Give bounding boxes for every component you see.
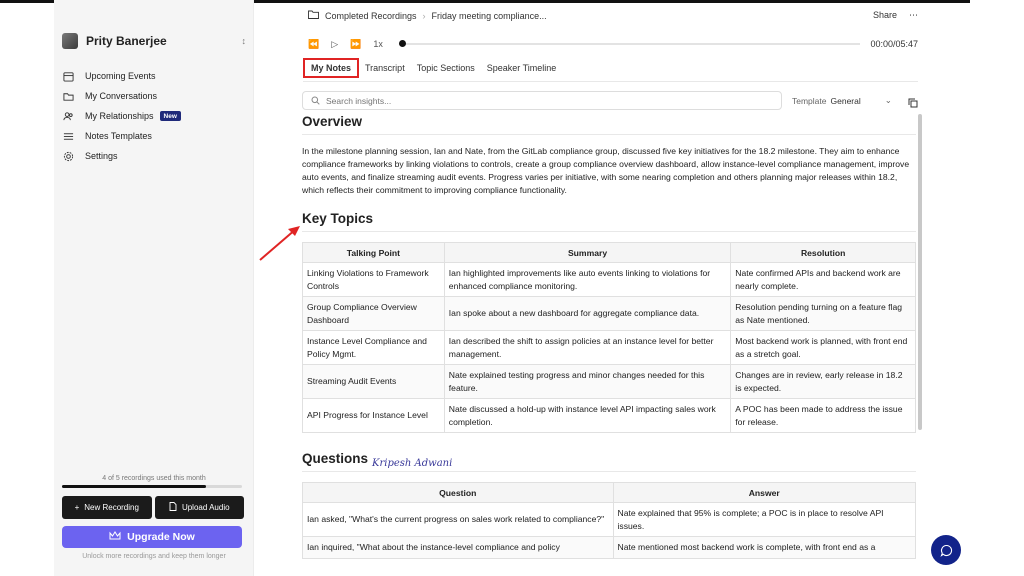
more-options-icon[interactable]: ⋯ — [909, 10, 918, 20]
plus-icon: + — [74, 503, 80, 512]
rewind-button[interactable]: ⏪ — [308, 38, 320, 49]
tab-speaker-timeline[interactable]: Speaker Timeline — [486, 63, 557, 73]
table-cell: Ian spoke about a new dashboard for aggregate compliance data. — [444, 297, 730, 331]
table-cell: Instance Level Compliance and Policy Mgmt. — [303, 331, 445, 365]
template-select[interactable] — [792, 95, 892, 106]
table-cell: Nate discussed a hold-up with instance level API impacting sales work completion. — [444, 399, 730, 433]
table-cell: Streaming Audit Events — [303, 365, 445, 399]
table-cell: API Progress for Instance Level — [303, 399, 445, 433]
copy-icon[interactable] — [908, 95, 918, 113]
user-name: Prity Banerjee — [86, 34, 167, 48]
sidebar-item-label: My Conversations — [85, 91, 158, 101]
chevron-right-icon: › — [422, 10, 426, 21]
new-recording-label: New Recording — [84, 503, 139, 512]
progress-handle[interactable] — [399, 40, 406, 47]
table-cell: Changes are in review, early release in 18.2 is expected. — [731, 365, 916, 399]
table-row — [303, 503, 916, 537]
column-header: Resolution — [731, 243, 916, 263]
tab-topic-sections[interactable]: Topic Sections — [416, 63, 475, 73]
file-icon — [169, 502, 177, 513]
scrollbar[interactable] — [918, 114, 922, 534]
table-cell: Ian asked, "What's the current progress on sales work related to compliance?" — [303, 503, 614, 537]
table-cell: Ian inquired, "What about the instance-level compliance and policy — [303, 537, 614, 559]
audio-player — [308, 38, 918, 50]
gear-icon — [62, 150, 74, 162]
overview-heading: Overview — [302, 114, 916, 135]
questions-heading: Questions — [302, 451, 916, 472]
tabs-divider — [303, 81, 918, 82]
table-cell: Most backend work is planned, with front end as a stretch goal. — [731, 331, 916, 365]
unlock-text: Unlock more recordings and keep them longer — [82, 553, 226, 560]
play-button[interactable]: ▷ — [331, 38, 339, 49]
sidebar-item-notes-templates[interactable] — [62, 126, 246, 146]
table-cell: Group Compliance Overview Dashboard — [303, 297, 445, 331]
avatar — [62, 33, 78, 49]
column-header: Question — [303, 483, 614, 503]
progress-track[interactable] — [399, 43, 861, 45]
sidebar-item-label: Upcoming Events — [85, 71, 156, 81]
tab-my-notes[interactable]: My Notes — [303, 58, 359, 78]
folder-icon — [62, 90, 74, 102]
breadcrumb — [308, 10, 547, 21]
template-label: Template — [792, 95, 827, 106]
key-topics-table — [302, 242, 916, 433]
table-cell: A POC has been made to address the issue for release. — [731, 399, 916, 433]
table-row — [303, 537, 916, 559]
breadcrumb-root[interactable]: Completed Recordings — [325, 10, 417, 21]
table-cell: Ian described the shift to assign policies at an instance level for better management. — [444, 331, 730, 365]
table-cell: Nate explained testing progress and minor changes needed for this feature. — [444, 365, 730, 399]
chevron-down-icon: ⌄ — [884, 95, 892, 105]
overview-text: In the milestone planning session, Ian and Nate, from the GitLab compliance group, discussed five key initiatives for the 18.2 milestone. They aim to enhance compliance frameworks by linking violations to controls, create a group compliance overview dashboard, allow instance-level compliance management, improve auto events, and finalize streaming audit events. Progress varies per initiative, with some nearing completion and others planning major releases within 18.2, which reflects their commitment to improving compliance functionality. — [302, 146, 910, 195]
search-input[interactable] — [326, 96, 766, 106]
table-cell: Nate mentioned most backend work is complete, with front end as a — [613, 537, 916, 559]
upload-audio-label: Upload Audio — [181, 503, 230, 512]
people-icon — [62, 110, 74, 122]
sidebar — [54, 0, 254, 576]
usage-bar-fill — [62, 485, 206, 488]
tab-transcript[interactable]: Transcript — [365, 63, 405, 73]
signature: Kripesh Adwani — [372, 458, 453, 469]
table-cell: Nate explained that 95% is complete; a POC is in place to resolve API issues. — [613, 503, 916, 537]
chat-button[interactable] — [931, 535, 961, 565]
new-recording-button[interactable] — [62, 496, 152, 519]
recording-actions — [62, 496, 244, 519]
new-badge: New — [160, 111, 181, 121]
table-row — [303, 263, 916, 297]
sidebar-item-label: Notes Templates — [85, 131, 152, 141]
sidebar-item-label: My Relationships — [85, 111, 154, 121]
table-cell: Linking Violations to Framework Controls — [303, 263, 445, 297]
time-readout: 00:00/05:47 — [870, 39, 918, 49]
column-header: Talking Point — [303, 243, 445, 263]
table-row — [303, 365, 916, 399]
upgrade-now-button[interactable] — [62, 526, 242, 548]
sidebar-item-my-relationships[interactable] — [62, 106, 246, 126]
search-icon — [311, 92, 320, 110]
sidebar-item-upcoming-events[interactable] — [62, 66, 246, 86]
chat-bubble-icon — [940, 544, 953, 557]
usage-text: 4 of 5 recordings used this month — [102, 475, 206, 482]
list-icon — [62, 130, 74, 142]
column-header: Answer — [613, 483, 916, 503]
upload-audio-button[interactable] — [155, 496, 245, 519]
column-header: Summary — [444, 243, 730, 263]
questions-table — [302, 482, 916, 559]
user-switcher[interactable] — [62, 30, 246, 52]
table-cell: Nate confirmed APIs and backend work are nearly complete. — [731, 263, 916, 297]
speed-button[interactable]: 1x — [373, 39, 383, 49]
tab-bar — [303, 57, 562, 79]
table-cell: Resolution pending turning on a feature flag as Nate mentioned. — [731, 297, 916, 331]
upgrade-label: Upgrade Now — [127, 531, 195, 543]
annotation-arrow-icon — [258, 224, 302, 262]
search-box[interactable] — [302, 91, 782, 110]
share-button[interactable]: Share — [872, 10, 897, 20]
sidebar-item-label: Settings — [85, 151, 118, 161]
notes-content — [302, 114, 916, 576]
sidebar-nav — [62, 66, 246, 166]
crown-icon — [109, 531, 121, 544]
scrollbar-thumb[interactable] — [918, 114, 922, 430]
key-topics-heading: Key Topics — [302, 211, 916, 232]
table-row — [303, 297, 916, 331]
calendar-icon — [62, 70, 74, 82]
usage-bar — [62, 485, 242, 488]
table-row — [303, 399, 916, 433]
main-panel — [254, 0, 970, 576]
sidebar-item-my-conversations[interactable] — [62, 86, 246, 106]
table-row — [303, 331, 916, 365]
folder-icon — [308, 10, 319, 21]
forward-button[interactable]: ⏩ — [350, 38, 362, 49]
template-value: General — [830, 95, 861, 106]
breadcrumb-current: Friday meeting compliance... — [431, 10, 547, 21]
chevron-updown-icon: ↕ — [241, 36, 246, 46]
table-cell: Ian highlighted improvements like auto events linking to violations for enhanced compliance monitoring. — [444, 263, 730, 297]
sidebar-item-settings[interactable] — [62, 146, 246, 166]
top-actions — [873, 10, 918, 21]
